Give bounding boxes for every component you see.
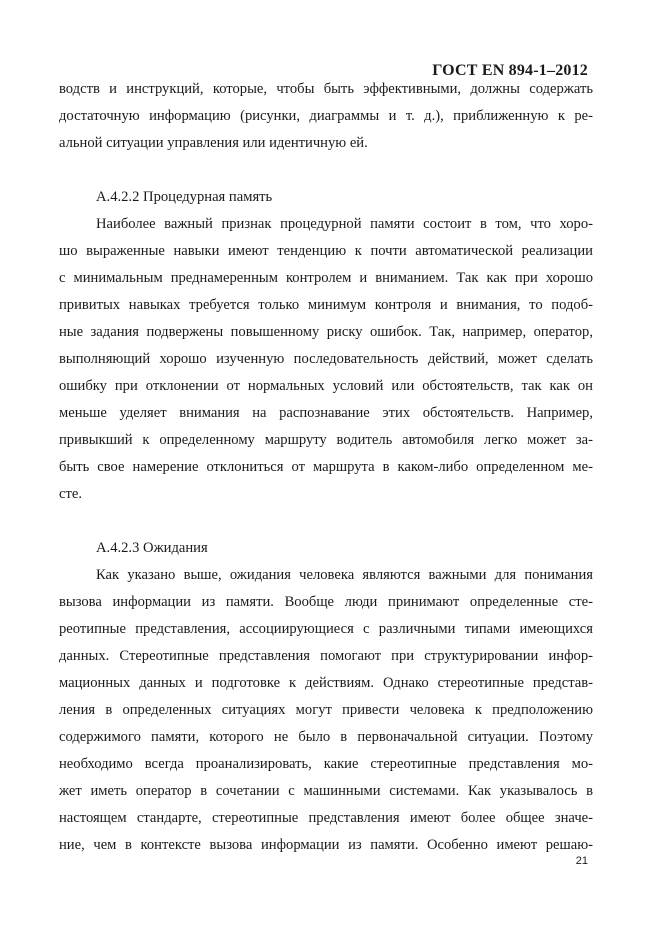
text-line: настоящем стандарте, стереотипные представления имеют более общее значе- bbox=[59, 810, 593, 826]
text-line: реотипные представления, ассоциирующиеся с различными типами имеющихся bbox=[59, 621, 593, 637]
text-line: вызова информации из памяти. Вообще люди принимают определенные сте- bbox=[59, 594, 593, 610]
text-line: быть свое намерение отклониться от маршрута в каком-либо определенном ме- bbox=[59, 459, 593, 475]
text-line: данных. Стереотипные представления помогают при структурировании инфор- bbox=[59, 648, 593, 664]
text-line: необходимо всегда проанализировать, какие стереотипные представления мо- bbox=[59, 756, 593, 772]
text-line: ные задания подвержены повышенному риску ошибок. Так, например, оператор, bbox=[59, 324, 593, 340]
text-line: привитых навыках требуется только минимум контроля и внимания, то подоб- bbox=[59, 297, 593, 313]
text-line: жет иметь оператор в сочетании с машинными системами. Как указывалось в bbox=[59, 783, 593, 799]
text-line: выполняющий хорошо изученную последовательность действий, может сделать bbox=[59, 351, 593, 367]
text-line: достаточную информацию (рисунки, диаграммы и т. д.), приближенную к ре- bbox=[59, 108, 593, 124]
text-line: шо выраженные навыки имеют тенденцию к почти автоматической реализации bbox=[59, 243, 593, 259]
text-line: содержимого памяти, которого не было в первоначальной ситуации. Поэтому bbox=[59, 729, 593, 745]
text-line: сте. bbox=[59, 486, 82, 502]
text-line: водств и инструкций, которые, чтобы быть эффективными, должны содержать bbox=[59, 81, 593, 97]
section-heading-a423: A.4.2.3 Ожидания bbox=[96, 540, 208, 556]
text-line: Наиболее важный признак процедурной памяти состоит в том, что хоро- bbox=[96, 216, 593, 232]
page-number: 21 bbox=[575, 855, 588, 867]
text-line: ления в определенных ситуациях могут привести человека к предположению bbox=[59, 702, 593, 718]
text-line: с минимальным преднамеренным контролем и вниманием. Так как при хорошо bbox=[59, 270, 593, 286]
section-heading-a422: A.4.2.2 Процедурная память bbox=[96, 189, 273, 205]
document-standard-header: ГОСТ EN 894-1–2012 bbox=[432, 62, 588, 79]
paragraph-gap bbox=[59, 508, 593, 535]
text-line: альной ситуации управления или идентичную ей. bbox=[59, 135, 368, 151]
text-line: меньше уделяет внимания на распознавание этих обстоятельств. Например, bbox=[59, 405, 593, 421]
text-line: Как указано выше, ожидания человека являются важными для понимания bbox=[96, 567, 593, 583]
text-line: ошибку при отклонении от нормальных условий или обстоятельств, так как он bbox=[59, 378, 593, 394]
paragraph-gap bbox=[59, 157, 593, 184]
text-line: мационных данных и подготовке к действиям. Однако стереотипные представ- bbox=[59, 675, 593, 691]
text-line: привыкший к определенному маршруту водитель автомобиля легко может за- bbox=[59, 432, 593, 448]
body-text bbox=[59, 76, 593, 859]
text-line: ние, чем в контексте вызова информации из памяти. Особенно имеют решаю- bbox=[59, 837, 593, 853]
